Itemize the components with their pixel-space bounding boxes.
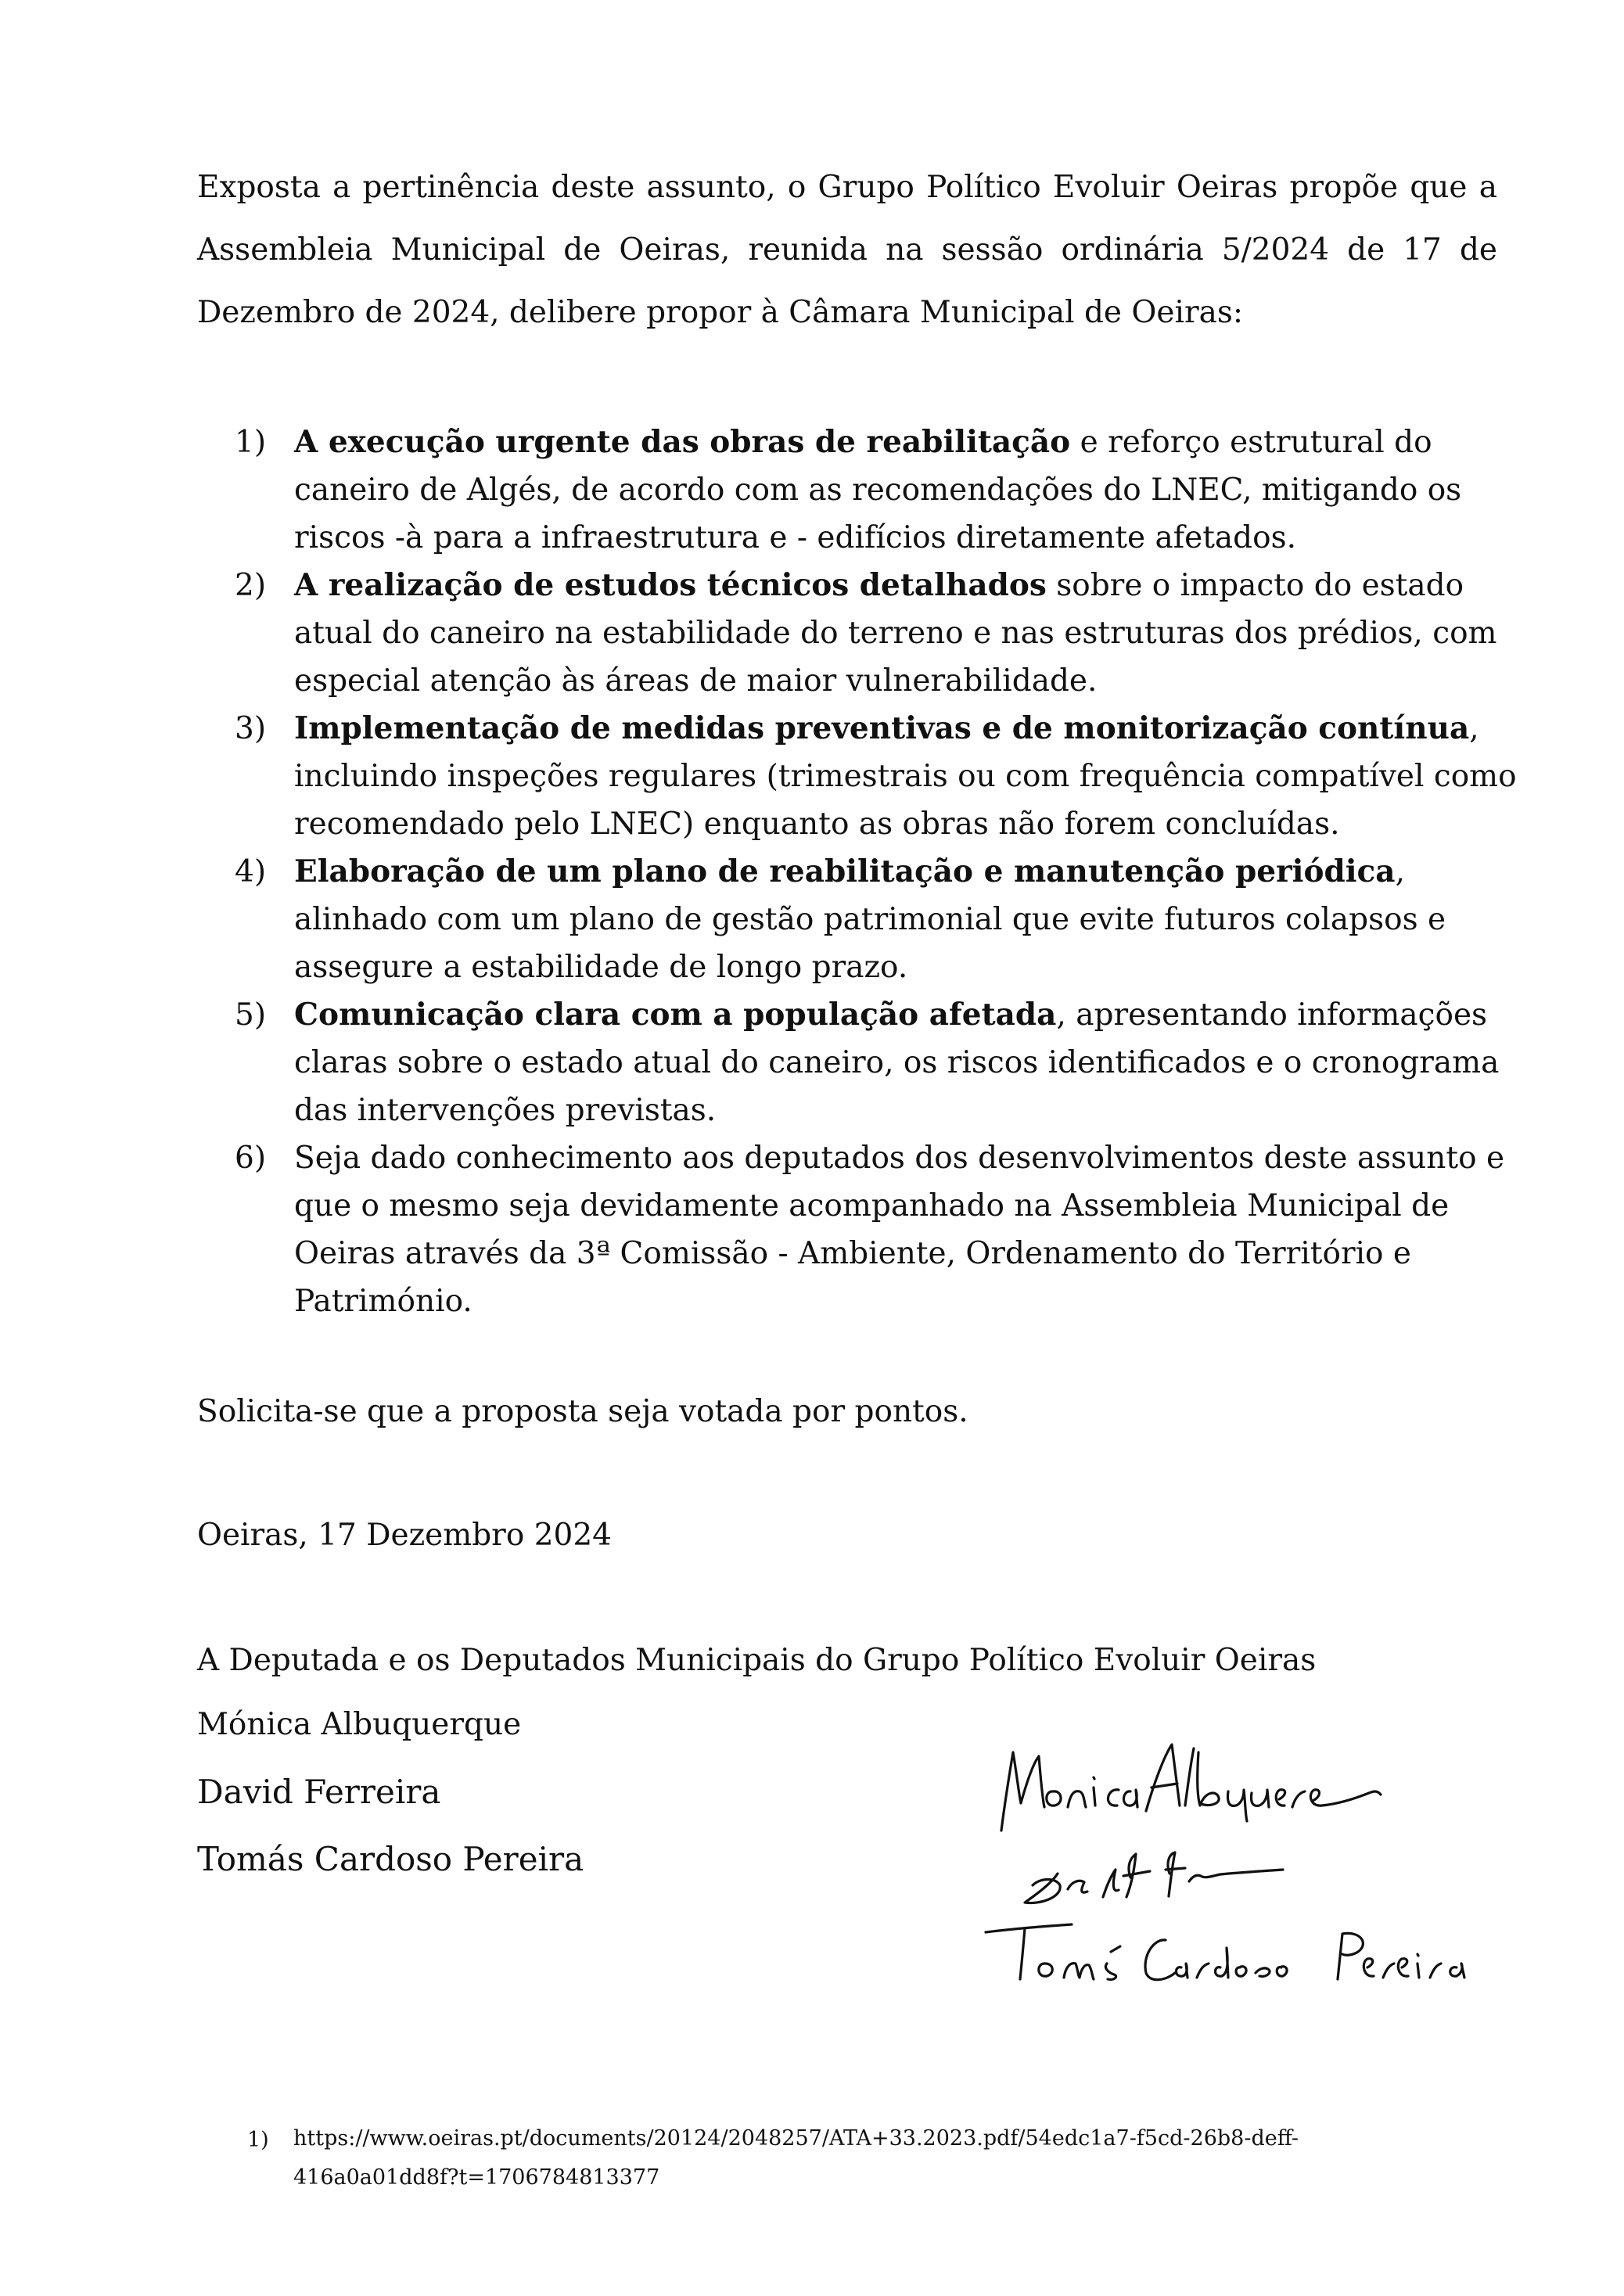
footnote-number: 1) [247, 2128, 269, 2152]
list-item [235, 848, 1533, 991]
item-number: 1) [235, 425, 267, 460]
list-item [235, 705, 1533, 848]
footnote-link-line2[interactable]: 416a0a01dd8f?t=1706784813377 [293, 2165, 660, 2190]
item-text: e reforço estrutural do caneiro de Algés, de acordo com as recomendações do LNEC, mitigando os riscos -à para a infraestrutura e - edifícios diretamente afetados. [294, 425, 1462, 555]
item-text: , alinhado com um plano de gestão patrimonial que evite futuros colapsos e assegure a estabilidade de longo prazo. [294, 854, 1446, 985]
signatories-heading: A Deputada e os Deputados Municipais do Grupo Político Evoluir Oeiras [197, 1643, 1317, 1678]
intro-paragraph: Exposta a pertinência deste assunto, o Grupo Político Evoluir Oeiras propõe que a Assembleia Municipal de Oeiras, reunida na sessão ordinária 5/2024 de 17 de Dezembro de 2024, delibere propor à Câmara Municipal de Oeiras: [197, 170, 1497, 330]
item-number: 5) [235, 997, 267, 1033]
item-text: sobre o impacto do estado atual do caneiro na estabilidade do terreno e nas estruturas dos prédios, com especial atenção às áreas de maior vulnerabilidade. [294, 568, 1497, 699]
item-number: 4) [235, 854, 267, 889]
list-item [235, 562, 1533, 705]
item-bold-text: Elaboração de um plano de reabilitação e manutenção periódica [294, 853, 1396, 889]
signatory-name: Mónica Albuquerque [197, 1707, 522, 1742]
signatory-name: David Ferreira [197, 1773, 441, 1811]
list-item [235, 991, 1533, 1134]
proposal-list [235, 419, 1533, 1325]
list-item [235, 1134, 1533, 1325]
handwritten-signatures [970, 1729, 1502, 1995]
item-bold-text: Implementação de medidas preventivas e de monitorização contínua [294, 710, 1470, 746]
footnote-link-line1[interactable]: https://www.oeiras.pt/documents/20124/2048257/ATA+33.2023.pdf/54edc1a7-f5cd-26b8-deff- [293, 2126, 1299, 2150]
item-text: Seja dado conhecimento aos deputados dos desenvolvimentos deste assunto e que o mesmo seja devidamente acompanhado na Assembleia Municipal de Oeiras através da 3ª Comissão - Ambiente, Ordenamento do Território e Património. [294, 1141, 1505, 1319]
item-bold-text: A execução urgente das obras de reabilitação [294, 424, 1071, 460]
item-number: 6) [235, 1141, 267, 1176]
item-text: , incluindo inspeções regulares (trimestrais ou com frequência compatível como recomendado pelo LNEC) enquanto as obras não forem concluídas. [294, 711, 1517, 842]
date-line: Oeiras, 17 Dezembro 2024 [197, 1518, 612, 1553]
item-text: , apresentando informações claras sobre o estado atual do caneiro, os riscos identificados e o cronograma das intervenções previstas. [294, 997, 1500, 1128]
item-number: 2) [235, 568, 267, 603]
item-bold-text: Comunicação clara com a população afetada [294, 997, 1057, 1033]
item-bold-text: A realização de estudos técnicos detalhados [294, 567, 1047, 603]
signatory-name: Tomás Cardoso Pereira [197, 1840, 584, 1878]
vote-request: Solicita-se que a proposta seja votada por pontos. [197, 1394, 968, 1429]
list-item [235, 419, 1533, 562]
item-number: 3) [235, 711, 267, 746]
